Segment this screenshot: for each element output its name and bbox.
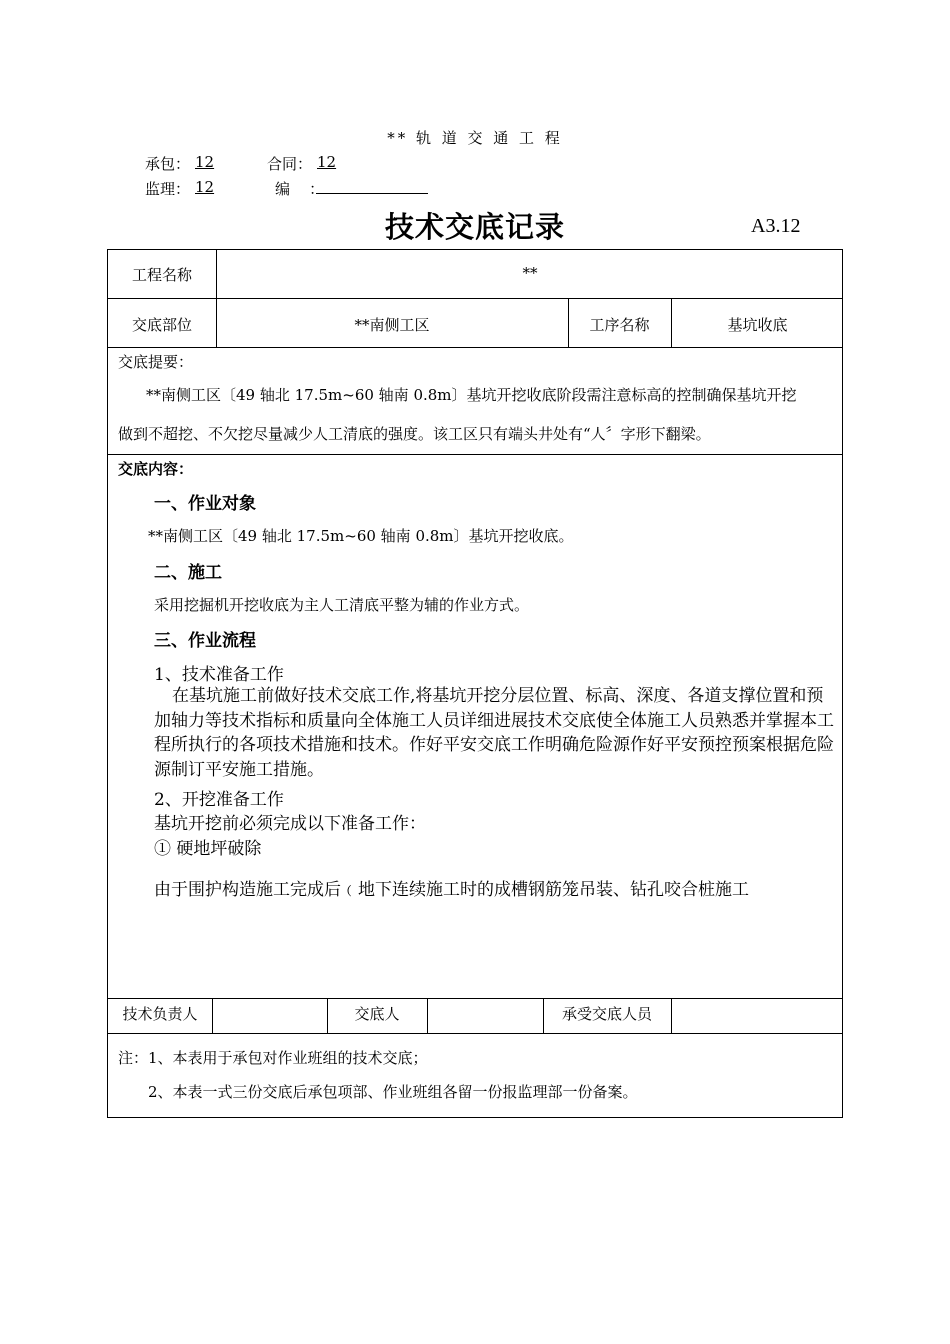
process-value: 基坑收底: [727, 316, 788, 334]
subsection-1-text: 在基坑施工前做好技术交底工作,将基坑开挖分层位置、标高、深度、各道支撑位置和预加轴力等技术指标和质量向全体施工人员详细进展技术交底使全体施工人员熟悉并掌握本工程所执行的各项技术措施和技术。作好平安交底工作明确危险源作好平安预控预案根据危险源制订平安施工措施。: [154, 686, 834, 780]
row-divider: [108, 298, 842, 299]
summary-label: 交底提要：: [118, 353, 194, 371]
subsection-1-title: 1、技术准备工作: [154, 665, 284, 685]
serial-underline: [316, 193, 428, 194]
item-1-title: ① 硬地坪破除: [154, 839, 262, 859]
process-label: 工序名称: [589, 316, 650, 334]
form-number: A3.12: [751, 215, 801, 237]
section-1-text: **南侧工区〔49 轴北 17.5m~60 轴南 0.8m〕基坑开挖收底。: [148, 527, 574, 545]
subsection-2-title: 2、开挖准备工作: [154, 790, 284, 810]
content-label: 交底内容：: [118, 460, 194, 478]
item-1-text: 由于围护构造施工完成后﹙地下连续施工时的成槽钢筋笼吊装、钻孔咬合桩施工: [154, 880, 749, 900]
project-name-value: **: [522, 264, 538, 282]
tech-lead-label: 技术负责人: [122, 1005, 198, 1023]
project-name-label: 工程名称: [131, 266, 192, 284]
contract-value: 12: [317, 153, 337, 171]
supervisor-value: 12: [195, 178, 215, 196]
row-divider: [108, 454, 842, 455]
part-value: **南侧工区: [354, 316, 430, 334]
part-label: 交底部位: [131, 316, 192, 334]
briefer-label: 交底人: [354, 1005, 400, 1023]
subsection-2-text: 基坑开挖前必须完成以下准备工作：: [154, 814, 426, 834]
receiver-label: 承受交底人员: [561, 1005, 652, 1023]
project-name-header: ** 轨 道 交 通 工 程: [387, 129, 563, 147]
section-2-title: 二、施工: [154, 563, 222, 583]
row-divider: [108, 347, 842, 348]
serial-label: 编 ：: [275, 180, 325, 198]
summary-line-2: 做到不超挖、不欠挖尽量减少人工清底的强度。该工区只有端头井处有“人〞字形下翻梁。: [118, 425, 711, 443]
section-1-title: 一、作业对象: [154, 494, 256, 514]
supervisor-label: 监理：: [145, 180, 191, 198]
contractor-value: 12: [195, 153, 215, 171]
col-divider: [671, 998, 672, 1033]
row-divider: [108, 1033, 842, 1034]
document-title: 技术交底记录: [384, 210, 565, 244]
col-divider: [427, 998, 428, 1033]
note-2: 2、本表一式三份交底后承包项部、作业班组各留一份报监理部一份备案。: [148, 1083, 638, 1101]
record-table: [107, 249, 843, 1118]
contract-label: 合同：: [267, 155, 313, 173]
section-3-title: 三、作业流程: [154, 631, 256, 651]
col-divider: [212, 998, 213, 1033]
note-1: 注：1、本表用于承包对作业班组的技术交底；: [118, 1049, 428, 1067]
section-2-text: 采用挖掘机开挖收底为主人工清底平整为辅的作业方式。: [154, 596, 530, 614]
contractor-label: 承包：: [145, 155, 191, 173]
summary-line-1: **南侧工区〔49 轴北 17.5m~60 轴南 0.8m〕基坑开挖收底阶段需注意标高的控制确保基坑开挖: [146, 386, 797, 404]
row-divider: [108, 998, 842, 999]
